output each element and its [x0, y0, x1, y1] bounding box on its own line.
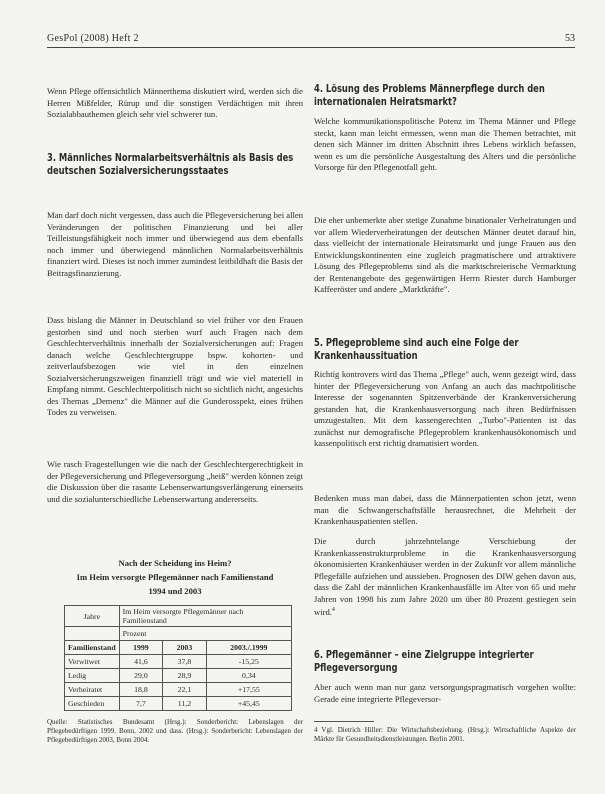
table-row — [65, 697, 292, 711]
row-2003: 37,8 — [163, 655, 207, 669]
page-number: 53 — [565, 33, 575, 44]
table-col-2003: 2003 — [163, 641, 207, 655]
section-5-paragraph-3 — [314, 536, 576, 642]
footnote-marker: 4 — [331, 607, 335, 613]
left-intro-paragraph: Wenn Pflege offensichtlich Männerthema diskutiert wird, werden sich die Herren Mißfelder, Rürup und die sonstigen Verdächtigen mit ihren Sozialabbauthemen gleich sehr viel schwerer tun. — [47, 86, 303, 119]
section-3-paragraph-3: Wie rasch Fragestellungen wie die nach der Geschlechtergerechtigkeit in der Pflegeversicherung und Pflegeversorgung „heiß" werden können zeigt die Diskussion über die rasante Lebenserwartungsverlängerung einerseits und die sozialunterschiedliche Lebenserwartung andererseits. — [47, 459, 303, 504]
paragraph-text: Die durch jahrzehntelange Verschiebung der Krankenkassenstrukturprobleme in die Krankenhausversorgung ökonomisierten Krankenhäuser werden in der Zukunft vor allem männliche Pflegefälle aufziehen und aussieben. Prognosen des DIW gehen davon aus, dass die Zahl der männlichen Krankenhausfälle im Alter von 65 und mehr Jahren von 1998 bis zum Jahre 2020 um über 80 Prozent gestiegen sein wird. — [314, 536, 576, 617]
section-3-paragraph-2: Dass bislang die Männer in Deutschland so viel früher vor den Frauen gestorben sind und noch sterben wurf auch Fragen nach dem Geschlechterverhältnis innerhalb der Sozialversicherungen auf: Fragen danach welche Geschlechtergruppe bspw. kohorten- und zeitverlaufsbezogen wie viel in den einzelnen Sozialversicherungszweigen finanziell trägt und wie viel materiell in Empfang nimmt. Geschlechterpolitisch nicht so sichtlich nicht, angesichts des Themas „Demenz" die Männer auf die Gunderosspekt, eines frühen Todes zu verweisen. — [47, 315, 303, 417]
row-2003: 11,2 — [163, 697, 207, 711]
section-6-heading: 6. Pflegemänner – eine Zielgruppe integrierter Pflegeversorgung — [314, 650, 534, 674]
header-rule — [47, 47, 575, 48]
section-3-paragraph-1: Man darf doch nicht vergessen, dass auch die Pflegeversicherung bei allen Veränderungen der politischen Finanzierung und bei aller Teilleistungsfähigkeit noch immer und überwiegend aus dem ebenfalls noch immer und überwiegend männlichen Normalarbeitsverhältnis finanziert wird. Dieses ist noch immer zumindest leitbildhaft die Basis der Beitragsfinanzierung. — [47, 210, 303, 278]
table-row — [65, 655, 292, 669]
section-5-paragraph-2: Bedenken muss man dabei, dass die Männerpatienten schon jetzt, wenn man die Schwangerschaftsfälle herausrechnet, die Mehrheit der Krankenhauspatienten stellen. — [314, 493, 576, 526]
section-4-paragraph-1: Welche kommunikationspolitische Potenz im Thema Männer und Pflege steckt, kann man leicht ermessen, wenn man die Themen betrachtet, mit denen sich Männer im dritten Abschnitt ihres Lebens wirklich befassen, wenn es um die persönliche Ausgestaltung des Alters und die persönliche Vorsorge für den Pflegenotfall geht. — [314, 116, 576, 172]
footnote: 4 Vgl. Dietrich Hiller: Die Wirtschaftsbeziehung. (Hrsg.): Wirtschaftliche Aspekte der Märkte für Gesundheitsdienstleistungen. Berlin 2001. — [314, 726, 576, 743]
table-unit: Prozent — [119, 627, 291, 641]
row-2003: 28,9 — [163, 669, 207, 683]
table-col-1999: 1999 — [119, 641, 163, 655]
section-5-heading: 5. Pflegeprobleme sind auch eine Folge der Krankenhaussituation — [314, 338, 519, 362]
table-row — [65, 669, 292, 683]
row-1999: 18,8 — [119, 683, 163, 697]
footnote-rule — [314, 721, 374, 722]
table-row — [65, 683, 292, 697]
table-empty-cell — [65, 627, 120, 641]
table-col-change: 2003./.1999 — [206, 641, 291, 655]
section-3-heading: 3. Männliches Normalarbeitsverhältnis als Basis des deutschen Sozialversicherungsstaates — [47, 153, 294, 177]
running-header-journal: GesPol (2008) Heft 2 — [47, 33, 139, 44]
row-label: Verwitwet — [65, 655, 120, 669]
table-corner-status: Familienstand — [65, 641, 120, 655]
table-group-header: Im Heim versorgte Pflegemänner nach Familienstand — [119, 606, 291, 627]
row-change: -15,25 — [206, 655, 291, 669]
row-1999: 7,7 — [119, 697, 163, 711]
section-5-paragraph-1: Richtig kontrovers wird das Thema „Pflege" auch, wenn gezeigt wird, dass hinter der Pflegeversicherung von Anfang an auch das machtpolitische Interesse der sogenannten Spitzenverbände der Krankenversicherung gestanden hat, die Krankenhausversorgung nach ihren Bedürfnissen umzugestalten. Mit dem kassengerechten „Turbo"-Patienten ist das zunächst nur demografische Pflegeproblem krankenhausökonomisch und kassenpolitisch erst richtig dramatisiert worden. — [314, 369, 576, 448]
row-change: 0,34 — [206, 669, 291, 683]
table-columns-row — [65, 641, 292, 655]
row-label: Ledig — [65, 669, 120, 683]
table-header-row — [65, 606, 292, 627]
table-title-1: Nach der Scheidung ins Heim? — [118, 558, 232, 568]
row-1999: 29,0 — [119, 669, 163, 683]
data-table — [64, 605, 292, 711]
table-unit-row — [65, 627, 292, 641]
row-2003: 22,1 — [163, 683, 207, 697]
table-title-2: Im Heim versorgte Pflegemänner nach Familienstand — [76, 572, 274, 582]
row-change: +17,55 — [206, 683, 291, 697]
section-4-heading: 4. Lösung des Problems Männerpflege durch den internationalen Heiratsmarkt? — [314, 84, 545, 108]
table-corner-years: Jahre — [65, 606, 120, 627]
section-6-paragraph-1: Aber auch wenn man nur ganz versorgungspragmatisch vorgehen wollte: Gerade eine integrierte Pflegeversor- — [314, 682, 576, 704]
row-change: +45,45 — [206, 697, 291, 711]
table-title-3: 1994 und 2003 — [148, 586, 202, 596]
row-1999: 41,6 — [119, 655, 163, 669]
section-4-paragraph-2: Die eher unbemerkte aber stetige Zunahme binationaler Verheiratungen und vor allem Wiederverheiratungen der deutschen Männer deutet darauf hin, dass vielleicht der internationale Heiratsmarkt und junge Frauen aus den Entwicklungskontinenten eine zugleich pragmatischere und attraktivere Lösung des Pflegeproblems sind als die marktschreierische Vermarktung der Rentenangebote des gegenwärtigen Herrn Riester durch Hamburger Kaffeeröster und andere „Marktkräfte". — [314, 215, 576, 294]
table-source-note: Quelle: Statistisches Bundesamt (Hrsg.): Sonderbericht: Lebenslagen der Pflegebedürftigen 1999. Bonn, 2002 und dass. (Hrsg.): Sonderbericht: Lebenslagen der Pflegebedürftigen 2003, Bonn 2004. — [47, 718, 303, 744]
row-label: Geschieden — [65, 697, 120, 711]
row-label: Verheiratet — [65, 683, 120, 697]
